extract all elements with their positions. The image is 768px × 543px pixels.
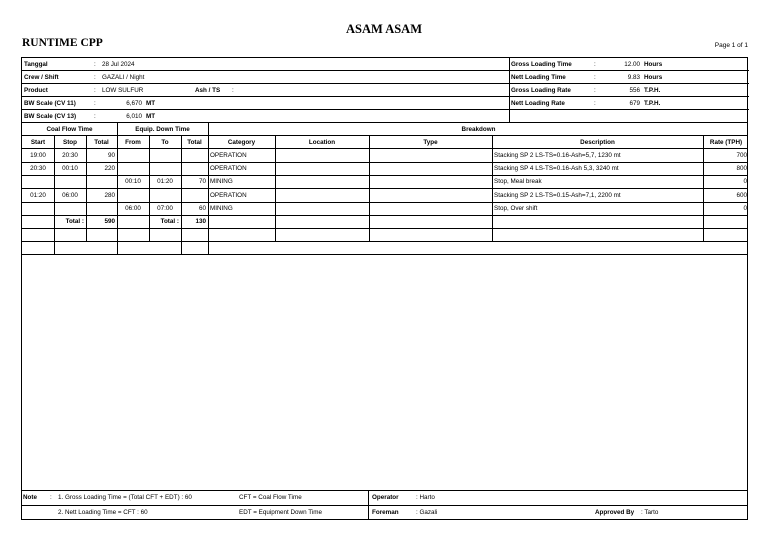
- info-product-sep: :: [94, 87, 96, 94]
- info-gross-rate-label: Gross Loading Rate: [511, 87, 571, 94]
- row-4-rate: 0: [743, 205, 747, 212]
- report-sheet: [21, 57, 748, 520]
- row-1-total1: 220: [104, 165, 115, 172]
- info-tanggal-sep: :: [94, 61, 96, 68]
- total-cft-value: 590: [104, 218, 115, 225]
- info-gross-time-sep: :: [594, 61, 596, 68]
- col-to: To: [161, 139, 169, 146]
- row-4-description: Stop, Over shift: [494, 205, 538, 212]
- row-1-description: Stacking SP 4 LS-TS=0.16-Ash 5,3, 3240 mt: [494, 165, 619, 172]
- total-edt-label: Total :: [160, 218, 179, 225]
- total-edt-value: 130: [195, 218, 206, 225]
- info-crew-value: GAZALI / Night: [102, 74, 145, 81]
- page-indicator: Page 1 of 1: [714, 42, 748, 49]
- row-4-category: MINING: [210, 205, 233, 212]
- row-2-description: Stop, Meal break: [494, 178, 542, 185]
- row-2-total2: 70: [198, 178, 206, 185]
- col-rate: Rate (TPH): [709, 139, 743, 146]
- footer-notes: [21, 490, 748, 520]
- info-tanggal-value: 28 Jul 2024: [102, 61, 135, 68]
- info-nett-rate-label: Nett Loading Rate: [511, 100, 565, 107]
- note-sep: :: [50, 494, 52, 501]
- info-bw11-sep: :: [94, 100, 96, 107]
- info-gross-rate-sep: :: [594, 87, 596, 94]
- col-description: Description: [580, 139, 615, 146]
- info-bw13-label: BW Scale (CV 13): [24, 113, 77, 120]
- report-title: ASAM ASAM: [345, 22, 423, 36]
- foreman-value: : Gazali: [416, 509, 438, 516]
- operator-value: : Harto: [416, 494, 435, 501]
- approved-label: Approved By: [595, 509, 635, 516]
- row-2-rate: 0: [743, 178, 747, 185]
- info-nett-rate-value: 679: [629, 100, 640, 107]
- group-breakdown: Breakdown: [461, 126, 496, 133]
- row-3-stop: 06:00: [62, 192, 78, 199]
- info-product-value: LOW SULFUR: [102, 87, 144, 94]
- col-category: Category: [227, 139, 256, 146]
- note-line-2: 2. Nett Loading Time = CFT : 60: [58, 509, 148, 516]
- row-2-from: 00:10: [125, 178, 141, 185]
- row-1-stop: 00:10: [62, 165, 78, 172]
- info-gross-rate-value: 556: [629, 87, 640, 94]
- info-nett-time-sep: :: [594, 74, 596, 81]
- row-2-to: 01:20: [157, 178, 173, 185]
- row-0-start: 19:00: [30, 152, 46, 159]
- info-bw13-sep: :: [94, 113, 96, 120]
- info-gross-rate-unit: T.P.H.: [644, 87, 661, 94]
- col-type: Type: [423, 139, 438, 146]
- info-bw11-value: 6,670: [126, 100, 142, 107]
- group-equip-down: Equip. Down Time: [135, 126, 190, 133]
- row-3-start: 01:20: [30, 192, 46, 199]
- col-start: Start: [30, 139, 46, 146]
- row-0-total1: 90: [107, 152, 115, 159]
- info-tanggal-label: Tanggal: [24, 61, 48, 68]
- info-gross-time-unit: Hours: [644, 61, 663, 68]
- col-location: Location: [308, 139, 336, 146]
- foreman-label: Foreman: [372, 509, 399, 516]
- info-nett-time-label: Nett Loading Time: [511, 74, 566, 81]
- row-4-to: 07:00: [157, 205, 173, 212]
- col-from: From: [125, 139, 141, 146]
- col-total-edt: Total: [187, 139, 202, 146]
- info-nett-rate-unit: T.P.H.: [644, 100, 661, 107]
- approved-value: : Tarto: [641, 509, 659, 516]
- info-crew-label: Crew / Shift: [24, 74, 59, 81]
- row-1-start: 20:30: [30, 165, 46, 172]
- col-stop: Stop: [63, 139, 77, 146]
- report-subtitle: RUNTIME CPP: [22, 37, 103, 49]
- operator-label: Operator: [372, 494, 399, 501]
- info-bw11-unit: MT: [146, 100, 156, 107]
- info-bw13-unit: MT: [146, 113, 156, 120]
- info-gross-time-value: 12.00: [624, 61, 640, 68]
- info-bw11-label: BW Scale (CV 11): [24, 100, 76, 107]
- row-0-category: OPERATION: [210, 152, 247, 159]
- note-def-edt: EDT = Equipment Down Time: [239, 509, 323, 516]
- note-label: Note: [23, 494, 37, 501]
- group-coal-flow: Coal Flow Time: [46, 126, 93, 133]
- row-2-category: MINING: [210, 178, 233, 185]
- info-gross-time-label: Gross Loading Time: [511, 61, 572, 68]
- row-3-category: OPERATION: [210, 192, 247, 199]
- info-nett-time-unit: Hours: [644, 74, 663, 81]
- row-1-rate: 800: [736, 165, 747, 172]
- info-bw13-value: 6,010: [126, 113, 142, 120]
- row-3-rate: 600: [736, 192, 747, 199]
- row-3-description: Stacking SP 2 LS-TS=0.15-Ash=7,1, 2200 mt: [494, 192, 621, 199]
- info-crew-sep: :: [94, 74, 96, 81]
- row-1-category: OPERATION: [210, 165, 247, 172]
- info-nett-rate-sep: :: [594, 100, 596, 107]
- note-def-cft: CFT = Coal Flow Time: [239, 494, 302, 501]
- row-0-description: Stacking SP 2 LS-TS=0.16-Ash=5,7, 1230 mt: [494, 152, 621, 159]
- info-product-label: Product: [24, 87, 48, 94]
- info-nett-time-value: 9.83: [627, 74, 640, 81]
- row-3-total1: 280: [104, 192, 115, 199]
- col-total-cft: Total: [94, 139, 109, 146]
- row-4-from: 06:00: [125, 205, 141, 212]
- row-4-total2: 60: [198, 205, 206, 212]
- note-line-1: 1. Gross Loading Time = (Total CFT + EDT) : 60: [58, 494, 192, 501]
- row-0-rate: 700: [736, 152, 747, 159]
- total-cft-label: Total :: [65, 218, 84, 225]
- info-ashts-label: Ash / TS: [195, 87, 221, 94]
- info-ashts-sep: :: [232, 87, 234, 94]
- row-0-stop: 20:30: [62, 152, 78, 159]
